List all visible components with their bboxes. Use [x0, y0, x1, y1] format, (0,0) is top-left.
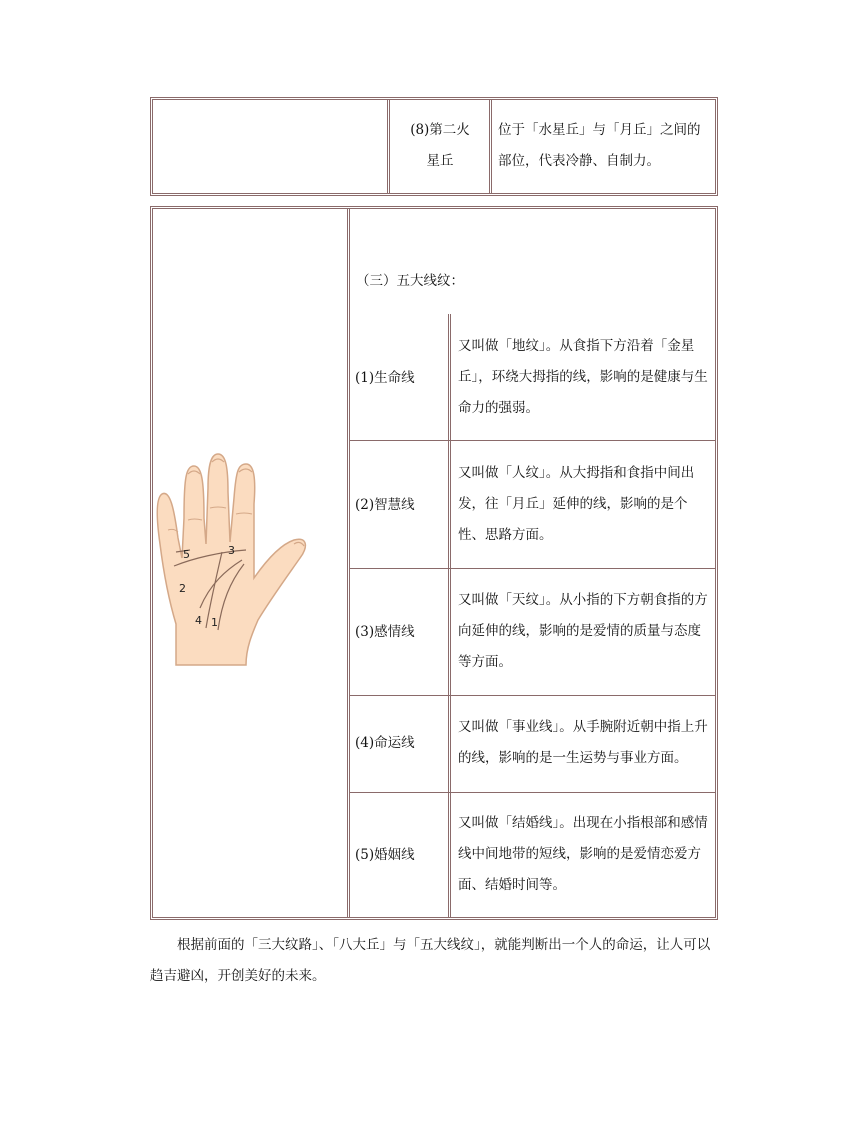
line-description-emotion: 又叫做「天纹」。从小指的下方朝食指的方向延伸的线，影响的是爱情的质量与态度等方面。 — [458, 592, 708, 670]
line-label-emotion: (3)感情线 — [355, 624, 415, 640]
palm-illustration — [150, 448, 310, 678]
palm-number-1: 1 — [211, 616, 218, 629]
palm-number-3: 3 — [228, 544, 235, 557]
line-description-life: 又叫做「地纹」。从食指下方沿着「金星丘」，环绕大拇指的线，影响的是健康与生命力的强弱。 — [458, 338, 708, 416]
row-divider — [350, 440, 716, 441]
line-description-fate: 又叫做「事业线」。从手腕附近朝中指上升的线，影响的是一生运势与事业方面。 — [458, 719, 708, 766]
hill-description: 位于「水星丘」与「月丘」之间的部位，代表冷静、自制力。 — [498, 122, 701, 169]
line-label-marriage: (5)婚姻线 — [355, 847, 415, 863]
section-heading: （三）五大线纹： — [356, 273, 464, 289]
line-description-wisdom: 又叫做「人纹」。从大拇指和食指中间出发，往「月丘」延伸的线，影响的是个性、思路方面。 — [458, 465, 695, 543]
row-divider — [350, 695, 716, 696]
palm-number-4: 4 — [195, 614, 202, 627]
label-column-divider — [448, 314, 451, 918]
line-description-marriage: 又叫做「结婚线」。出现在小指根部和感情线中间地带的短线，影响的是爱情恋爱方面、结婚时间等。 — [458, 815, 708, 893]
row-divider — [350, 792, 716, 793]
line-label-wisdom: (2)智慧线 — [355, 497, 415, 513]
palm-shape — [157, 454, 305, 665]
palm-number-2: 2 — [179, 582, 186, 595]
conclusion-paragraph: 根据前面的「三大纹路」、「八大丘」与「五大线纹」，就能判断出一个人的命运，让人可以趋吉避凶，开创美好的未来。 — [150, 937, 711, 984]
image-column-divider — [347, 208, 350, 918]
palm-number-5: 5 — [183, 548, 190, 561]
top-table-divider — [387, 99, 390, 194]
row-divider — [350, 568, 716, 569]
line-label-life: (1)生命线 — [355, 370, 415, 386]
top-table-divider — [489, 99, 492, 194]
line-label-fate: (4)命运线 — [355, 735, 415, 751]
hill-label: (8)第二火 星丘 — [410, 122, 470, 169]
